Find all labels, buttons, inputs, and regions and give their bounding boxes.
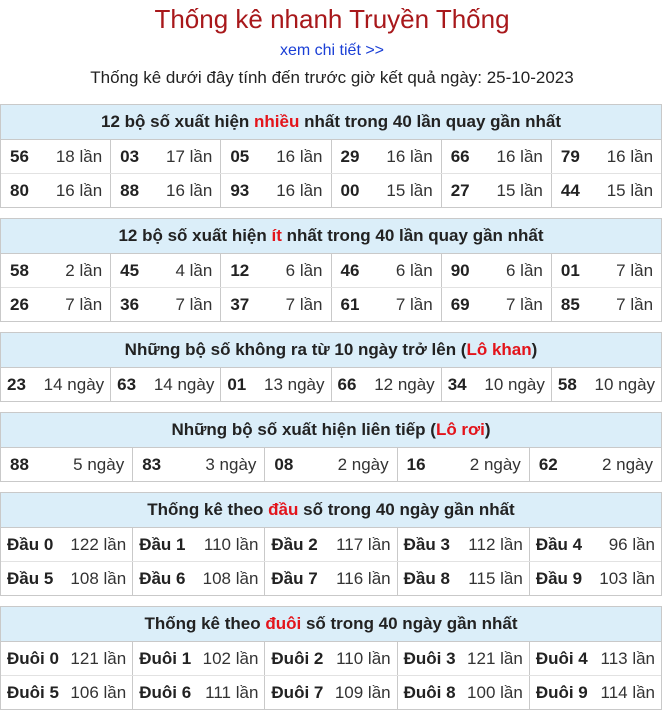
stat-cell bbox=[265, 448, 397, 481]
stat-count: 3 ngày bbox=[205, 455, 257, 474]
stat-number: Đầu 4 bbox=[535, 535, 583, 554]
stat-count: 96 lần bbox=[608, 535, 656, 554]
stat-number: Đuôi 6 bbox=[139, 683, 192, 702]
stat-cell bbox=[1, 448, 133, 481]
table-row bbox=[1, 561, 661, 595]
stat-number: 88 bbox=[10, 455, 29, 474]
stat-cell bbox=[111, 368, 221, 401]
stat-count: 2 ngày bbox=[601, 455, 654, 474]
stat-number: 66 bbox=[450, 147, 470, 166]
stat-cell bbox=[530, 562, 661, 595]
stat-count: 115 lần bbox=[468, 569, 523, 588]
stat-number: 90 bbox=[450, 261, 470, 280]
stat-cell bbox=[133, 528, 265, 561]
stat-count: 16 lần bbox=[496, 147, 543, 166]
least-frequent-section bbox=[0, 218, 662, 322]
stat-number: Đầu 2 bbox=[271, 535, 318, 554]
stat-number: 34 bbox=[447, 375, 467, 394]
stat-cell bbox=[265, 562, 397, 595]
table-row bbox=[1, 448, 661, 481]
table-row bbox=[1, 642, 661, 675]
stat-count: 7 lần bbox=[505, 295, 543, 314]
stat-cell bbox=[442, 254, 552, 287]
stat-cell bbox=[398, 528, 530, 561]
stat-cell bbox=[398, 448, 530, 481]
stat-count: 6 lần bbox=[395, 261, 433, 280]
stat-number: 29 bbox=[340, 147, 360, 166]
stat-count: 7 lần bbox=[285, 295, 323, 314]
stat-number: 03 bbox=[120, 147, 140, 166]
stat-number: 27 bbox=[450, 181, 470, 200]
stat-count: 17 lần bbox=[166, 147, 213, 166]
stat-number: Đầu 5 bbox=[7, 569, 54, 588]
stat-number: 05 bbox=[230, 147, 250, 166]
stat-count: 15 lần bbox=[606, 181, 654, 200]
stat-cell bbox=[133, 562, 265, 595]
stat-cell bbox=[332, 174, 442, 207]
stat-cell bbox=[332, 140, 442, 173]
table-row bbox=[1, 287, 661, 321]
stat-number: 88 bbox=[120, 181, 140, 200]
dau-stats-section bbox=[0, 492, 662, 596]
stat-cell bbox=[221, 174, 331, 207]
stat-cell bbox=[265, 642, 397, 675]
stat-count: 7 lần bbox=[395, 295, 433, 314]
stat-number: 66 bbox=[337, 375, 357, 394]
lo-khan-section bbox=[0, 332, 662, 402]
stat-number: 01 bbox=[227, 375, 247, 394]
stat-number: 79 bbox=[560, 147, 580, 166]
stat-count: 113 lần bbox=[600, 649, 656, 668]
stat-count: 16 lần bbox=[276, 147, 323, 166]
stat-number: 01 bbox=[560, 261, 580, 280]
stat-cell bbox=[442, 174, 552, 207]
stat-count: 7 lần bbox=[65, 295, 103, 314]
stat-count: 7 lần bbox=[616, 295, 654, 314]
stat-number: 12 bbox=[230, 261, 250, 280]
stat-number: Đầu 9 bbox=[535, 569, 583, 588]
stat-count: 117 lần bbox=[336, 535, 391, 554]
stat-number: 45 bbox=[120, 261, 140, 280]
stat-count: 2 lần bbox=[65, 261, 103, 280]
stat-cell bbox=[530, 528, 661, 561]
stat-cell bbox=[1, 562, 133, 595]
stat-cell bbox=[552, 174, 661, 207]
table-row bbox=[1, 368, 661, 401]
stat-number: Đầu 1 bbox=[139, 535, 186, 554]
section-heading: 12 bộ số xuất hiện nhiều nhất trong 40 lần quay gần nhất bbox=[1, 105, 661, 140]
stat-count: 122 lần bbox=[70, 535, 127, 554]
stat-cell bbox=[111, 254, 221, 287]
stat-number: 44 bbox=[560, 181, 580, 200]
table-row bbox=[1, 254, 661, 287]
stat-number: 16 bbox=[406, 455, 426, 474]
stat-count: 4 lần bbox=[175, 261, 213, 280]
stat-count: 7 lần bbox=[616, 261, 654, 280]
stat-number: 85 bbox=[560, 295, 580, 314]
stat-cell bbox=[552, 140, 661, 173]
stat-number: 56 bbox=[10, 147, 29, 166]
stat-count: 108 lần bbox=[202, 569, 259, 588]
stat-number: Đầu 8 bbox=[403, 569, 450, 588]
stat-cell bbox=[111, 174, 221, 207]
stat-cell bbox=[332, 288, 442, 321]
stat-cell bbox=[111, 140, 221, 173]
stat-count: 10 ngày bbox=[594, 375, 656, 394]
stat-number: Đuôi 3 bbox=[403, 649, 456, 668]
stat-count: 2 ngày bbox=[337, 455, 389, 474]
stat-count: 108 lần bbox=[70, 569, 127, 588]
stat-number: 26 bbox=[10, 295, 29, 314]
stat-cell bbox=[530, 448, 661, 481]
stat-count: 121 lần bbox=[70, 649, 127, 668]
stat-cell bbox=[1, 642, 133, 675]
stat-cell bbox=[530, 676, 661, 709]
stat-cell bbox=[442, 140, 552, 173]
stat-count: 12 ngày bbox=[374, 375, 435, 394]
stat-count: 16 lần bbox=[606, 147, 654, 166]
stat-cell bbox=[133, 676, 265, 709]
stat-number: 63 bbox=[117, 375, 137, 394]
stat-cell bbox=[1, 254, 111, 287]
stat-count: 102 lần bbox=[202, 649, 259, 668]
stat-number: Đầu 6 bbox=[139, 569, 186, 588]
stat-number: 69 bbox=[450, 295, 470, 314]
stat-number: 00 bbox=[340, 181, 360, 200]
stat-cell bbox=[133, 448, 265, 481]
stat-count: 103 lần bbox=[599, 569, 656, 588]
lo-roi-section bbox=[0, 412, 662, 482]
stat-count: 15 lần bbox=[386, 181, 433, 200]
date-line: Thống kê dưới đây tính đến trước giờ kết quả ngày: 25-10-2023 bbox=[90, 68, 574, 87]
stat-count: 114 lần bbox=[600, 683, 656, 702]
stat-count: 6 lần bbox=[505, 261, 543, 280]
stat-count: 18 lần bbox=[55, 147, 103, 166]
stat-number: 83 bbox=[142, 455, 162, 474]
stat-count: 13 ngày bbox=[264, 375, 325, 394]
stat-count: 5 ngày bbox=[73, 455, 125, 474]
stat-number: 08 bbox=[274, 455, 294, 474]
stat-cell bbox=[332, 368, 442, 401]
stat-count: 121 lần bbox=[467, 649, 523, 668]
stat-count: 14 ngày bbox=[43, 375, 105, 394]
stat-number: Đầu 3 bbox=[403, 535, 450, 554]
stat-cell bbox=[1, 140, 111, 173]
stat-number: 62 bbox=[538, 455, 558, 474]
stat-cell bbox=[221, 140, 331, 173]
stat-number: Đầu 7 bbox=[271, 569, 318, 588]
stat-count: 16 lần bbox=[55, 181, 103, 200]
stat-number: 80 bbox=[10, 181, 29, 200]
stat-number: Đuôi 1 bbox=[139, 649, 192, 668]
stat-count: 110 lần bbox=[203, 535, 259, 554]
stat-number: Đầu 0 bbox=[7, 535, 54, 554]
most-frequent-section bbox=[0, 104, 662, 208]
stat-count: 6 lần bbox=[285, 261, 323, 280]
stat-cell bbox=[1, 528, 133, 561]
stat-cell bbox=[1, 368, 111, 401]
table-row bbox=[1, 173, 661, 207]
stat-count: 14 ngày bbox=[153, 375, 215, 394]
stat-number: Đuôi 5 bbox=[7, 683, 59, 702]
stat-number: 37 bbox=[230, 295, 250, 314]
table-row bbox=[1, 528, 661, 561]
stat-cell bbox=[398, 642, 530, 675]
table-row bbox=[1, 140, 661, 173]
stat-count: 16 lần bbox=[166, 181, 213, 200]
stat-cell bbox=[442, 368, 552, 401]
stat-number: 36 bbox=[120, 295, 140, 314]
stat-number: Đuôi 0 bbox=[7, 649, 59, 668]
stat-count: 109 lần bbox=[334, 683, 391, 702]
stat-number: 46 bbox=[340, 261, 360, 280]
page-title: Thống kê nhanh Truyền Thống bbox=[154, 4, 510, 34]
stat-cell bbox=[221, 288, 331, 321]
stat-number: 23 bbox=[7, 375, 26, 394]
stat-cell bbox=[530, 642, 661, 675]
stat-cell bbox=[1, 174, 111, 207]
stat-count: 15 lần bbox=[496, 181, 543, 200]
stat-count: 2 ngày bbox=[469, 455, 521, 474]
stat-count: 10 ngày bbox=[484, 375, 545, 394]
detail-link[interactable]: xem chi tiết >> bbox=[279, 42, 385, 59]
stat-number: 58 bbox=[10, 261, 29, 280]
stat-number: Đuôi 2 bbox=[271, 649, 324, 668]
stat-number: Đuôi 7 bbox=[271, 683, 324, 702]
stat-cell bbox=[1, 676, 133, 709]
stat-cell bbox=[111, 288, 221, 321]
section-heading: Thống kê theo đuôi số trong 40 ngày gần nhất bbox=[1, 607, 661, 642]
stat-number: 61 bbox=[340, 295, 360, 314]
table-row bbox=[1, 675, 661, 709]
stat-count: 110 lần bbox=[336, 649, 391, 668]
stat-number: 58 bbox=[557, 375, 577, 394]
stat-count: 16 lần bbox=[276, 181, 323, 200]
stat-cell bbox=[265, 528, 397, 561]
stat-cell bbox=[265, 676, 397, 709]
stat-cell bbox=[442, 288, 552, 321]
duoi-stats-section bbox=[0, 606, 662, 710]
stat-count: 7 lần bbox=[175, 295, 213, 314]
stat-cell bbox=[221, 368, 331, 401]
stat-cell bbox=[332, 254, 442, 287]
section-heading: Những bộ số xuất hiện liên tiếp (Lô rơi) bbox=[1, 413, 661, 448]
stat-cell bbox=[398, 562, 530, 595]
stat-cell bbox=[221, 254, 331, 287]
stat-cell bbox=[552, 288, 661, 321]
section-heading: 12 bộ số xuất hiện ít nhất trong 40 lần quay gần nhất bbox=[1, 219, 661, 254]
stat-cell bbox=[1, 288, 111, 321]
stat-count: 116 lần bbox=[336, 569, 391, 588]
stat-number: 93 bbox=[230, 181, 250, 200]
stat-number: Đuôi 4 bbox=[535, 649, 588, 668]
stat-cell bbox=[133, 642, 265, 675]
section-heading: Những bộ số không ra từ 10 ngày trở lên (Lô khan) bbox=[1, 333, 661, 368]
stat-number: Đuôi 9 bbox=[535, 683, 588, 702]
stat-number: Đuôi 8 bbox=[403, 683, 456, 702]
stat-count: 16 lần bbox=[386, 147, 433, 166]
stat-cell bbox=[398, 676, 530, 709]
stat-count: 106 lần bbox=[70, 683, 127, 702]
stat-count: 100 lần bbox=[467, 683, 523, 702]
stat-cell bbox=[552, 368, 661, 401]
stat-cell bbox=[552, 254, 661, 287]
stat-count: 111 lần bbox=[205, 683, 259, 702]
section-heading: Thống kê theo đầu số trong 40 ngày gần nhất bbox=[1, 493, 661, 528]
stat-count: 112 lần bbox=[468, 535, 523, 554]
